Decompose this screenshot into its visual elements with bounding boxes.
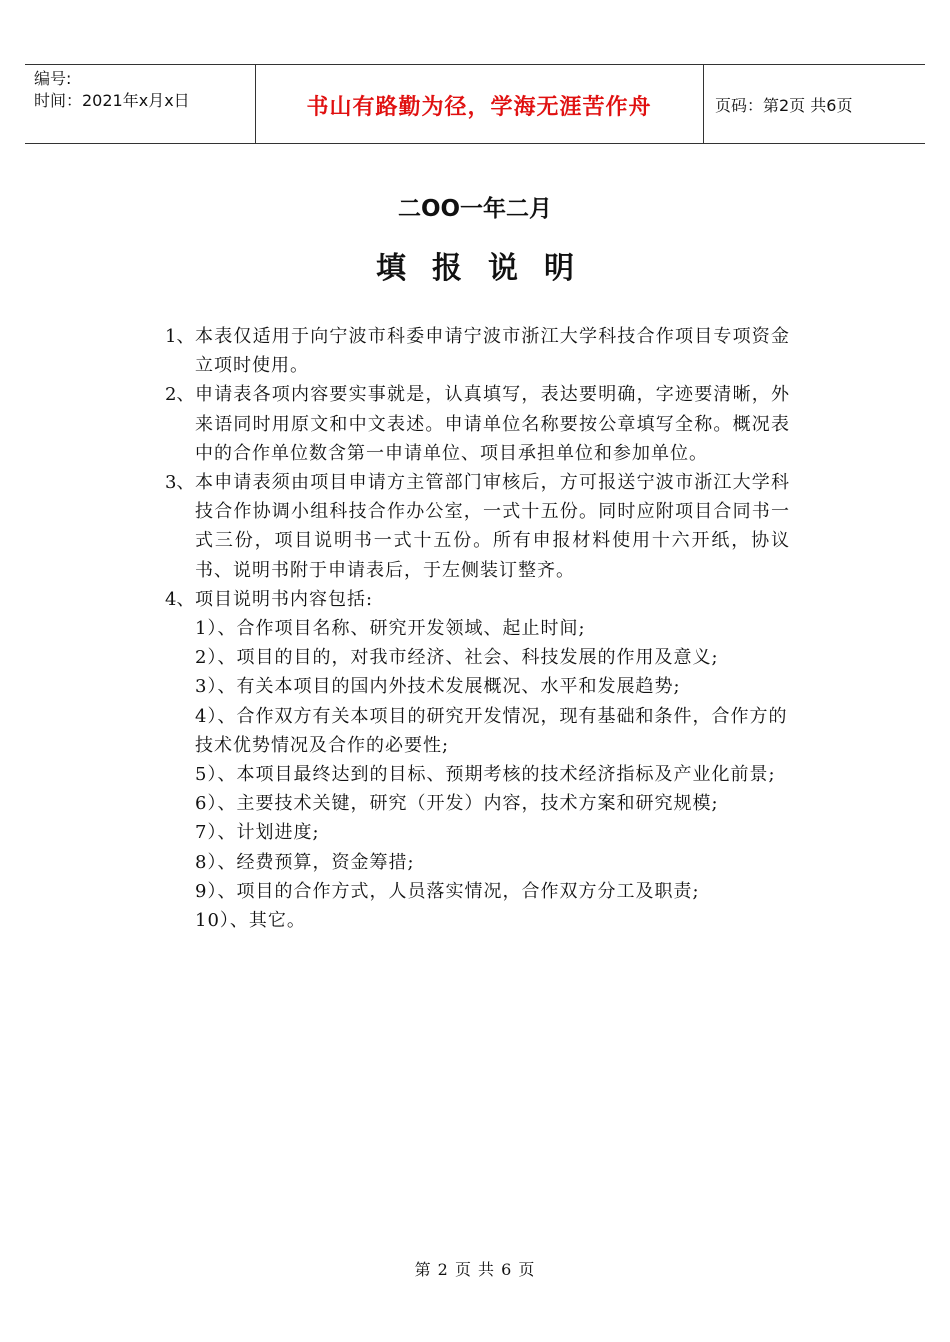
page-header xyxy=(25,64,925,144)
list-item xyxy=(165,322,790,380)
sub-item: 10）、其它。 xyxy=(195,910,306,932)
list-item xyxy=(165,585,790,614)
instructions-body xyxy=(165,322,790,935)
sub-item: 6）、主要技术关键，研究（开发）内容，技术方案和研究规模; xyxy=(195,793,719,815)
list-item xyxy=(165,380,790,468)
list-item xyxy=(165,468,790,585)
item-text: 本申请表须由项目申请方主管部门审核后，方可报送宁波市浙江大学科技合作协调小组科技合作办公室，一式十五份。同时应附项目合同书一式三份，项目说明书一式十五份。所有申报材料使用十六开纸，协议书、说明书附于申请表后，于左侧装订整齐。 xyxy=(195,472,790,581)
header-left-cell xyxy=(25,65,256,143)
time-label: 时间：2021年x月x日 xyxy=(34,91,190,110)
item-number: 4、 xyxy=(165,588,195,610)
item-text: 项目说明书内容包括: xyxy=(195,588,374,610)
item-text: 本表仅适用于向宁波市科委申请宁波市浙江大学科技合作项目专项资金立项时使用。 xyxy=(195,326,790,377)
sub-item: 2）、项目的目的，对我市经济、社会、科技发展的作用及意义; xyxy=(195,647,719,669)
sub-item: 5）、本项目最终达到的目标、预期考核的技术经济指标及产业化前景; xyxy=(195,764,776,786)
item-number: 1、 xyxy=(165,326,195,347)
header-motto-cell xyxy=(255,65,704,143)
sub-item: 9）、项目的合作方式，人员落实情况，合作双方分工及职责; xyxy=(195,880,700,902)
motto: 书山有路勤为径，学海无涯苦作舟 xyxy=(306,94,652,120)
date-title: 二OO一年二月 xyxy=(397,196,553,222)
sub-item: 1）、合作项目名称、研究开发领域、起止时间; xyxy=(195,618,586,640)
page-footer: 第 2 页 共 6 页 xyxy=(414,1260,536,1279)
page-title: 填报说明 xyxy=(376,251,600,286)
sub-item: 4）、合作双方有关本项目的研究开发情况，现有基础和条件，合作方的技术优势情况及合作的必要性; xyxy=(195,705,788,756)
sub-item: 7）、计划进度; xyxy=(195,822,320,844)
item-text: 申请表各项内容要实事就是，认真填写，表达要明确，字迹要清晰，外来语同时用原文和中文表述。申请单位名称要按公章填写全称。概况表中的合作单位数含第一申请单位、项目承担单位和参加单位。 xyxy=(195,384,790,464)
header-page-cell xyxy=(703,65,925,143)
sub-item: 8）、经费预算，资金筹措; xyxy=(195,851,415,873)
sub-item: 3）、有关本项目的国内外技术发展概况、水平和发展趋势; xyxy=(195,676,681,698)
item-number: 3、 xyxy=(165,472,195,494)
item-number: 2、 xyxy=(165,384,195,406)
page-info: 页码：第2页 共6页 xyxy=(715,95,853,115)
number-label: 编号: xyxy=(34,69,72,88)
